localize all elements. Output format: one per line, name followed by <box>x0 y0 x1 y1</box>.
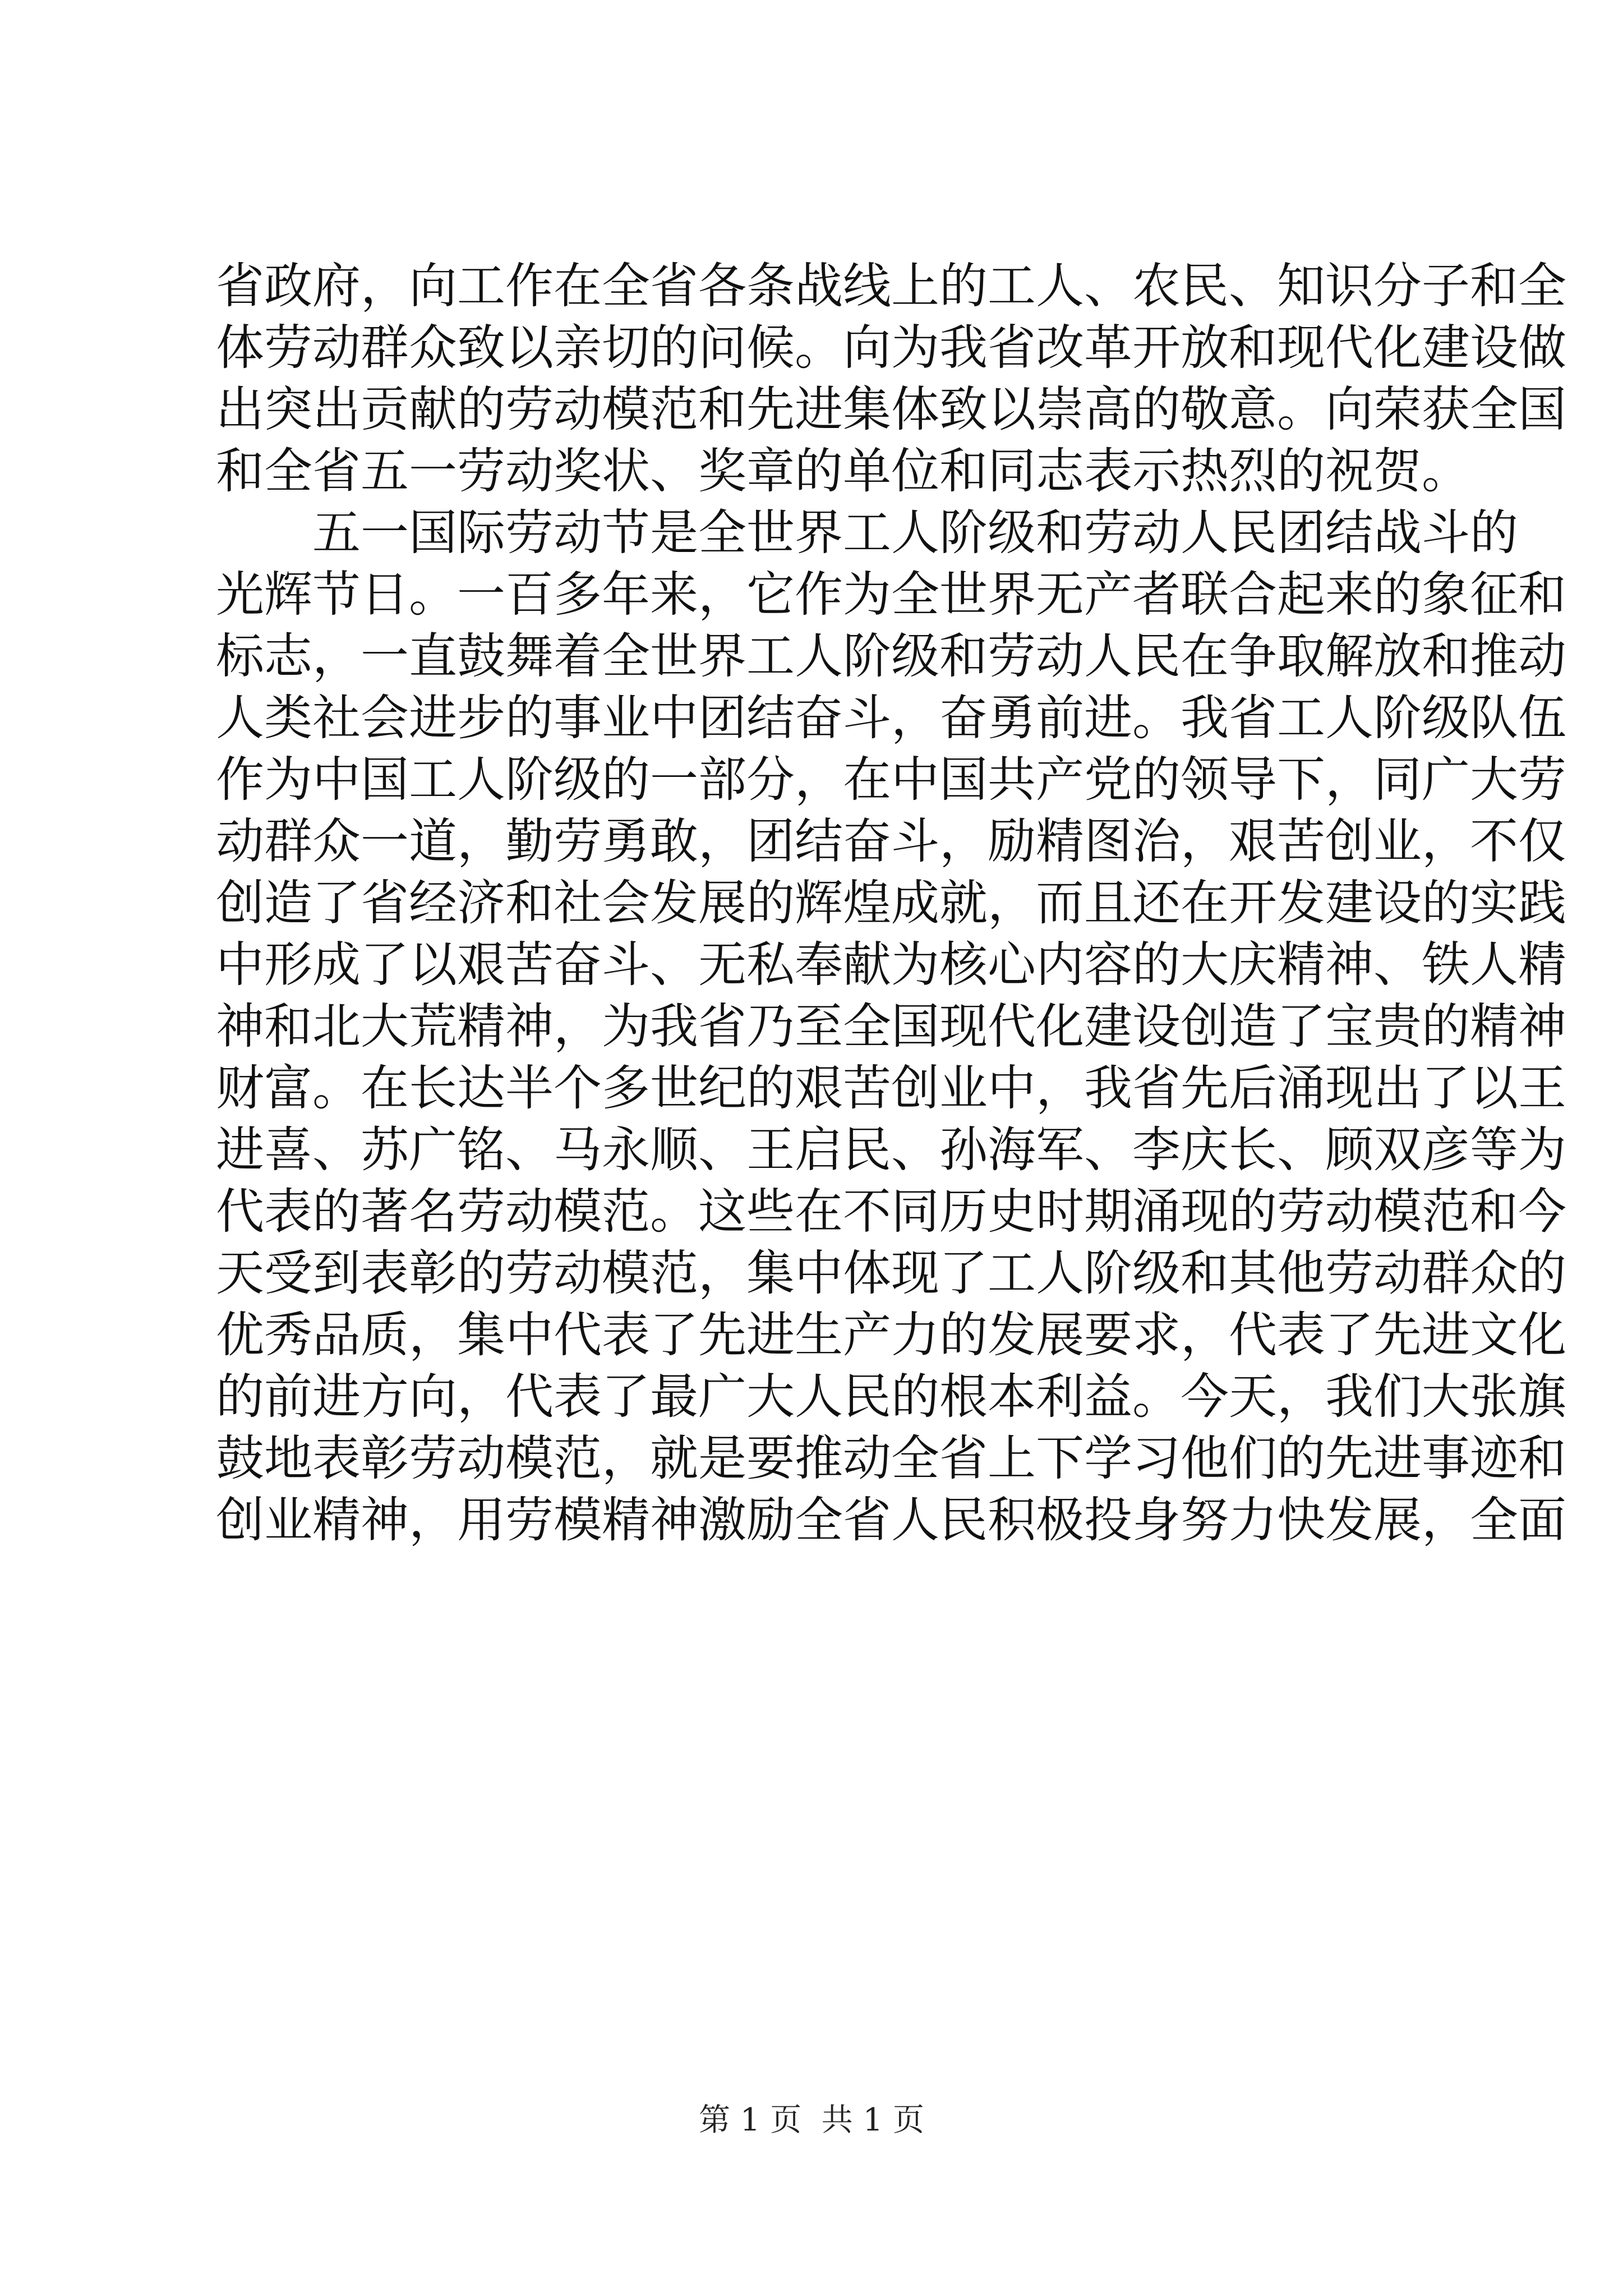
text-line: 天受到表彰的劳动模范，集中体现了工人阶级和其他劳动群众的 <box>216 1245 1566 1301</box>
text-line: 优秀品质，集中代表了先进生产力的发展要求，代表了先进文化 <box>216 1307 1566 1363</box>
text-line: 创造了省经济和社会发展的辉煌成就，而且还在开发建设的实践 <box>216 875 1566 931</box>
paragraph-2 <box>216 502 1566 1551</box>
body-text <box>216 255 1566 1551</box>
text-line: 的前进方向，代表了最广大人民的根本利益。今天，我们大张旗 <box>216 1369 1566 1425</box>
text-line: 鼓地表彰劳动模范，就是要推动全省上下学习他们的先进事迹和 <box>216 1430 1566 1487</box>
text-line: 财富。在长达半个多世纪的艰苦创业中，我省先后涌现出了以王 <box>216 1060 1566 1116</box>
text-line: 省政府，向工作在全省各条战线上的工人、农民、知识分子和全 <box>216 258 1566 314</box>
text-line: 作为中国工人阶级的一部分，在中国共产党的领导下，同广大劳 <box>216 752 1566 808</box>
text-line: 中形成了以艰苦奋斗、无私奉献为核心内容的大庆精神、铁人精 <box>216 937 1566 993</box>
text-line: 出突出贡献的劳动模范和先进集体致以崇高的敬意。向荣获全国 <box>216 381 1566 438</box>
text-line: 人类社会进步的事业中团结奋斗，奋勇前进。我省工人阶级队伍 <box>216 690 1566 746</box>
text-line: 代表的著名劳动模范。这些在不同历史时期涌现的劳动模范和今 <box>216 1184 1566 1240</box>
text-line: 体劳动群众致以亲切的问候。向为我省改革开放和现代化建设做 <box>216 320 1566 376</box>
text-line: 光辉节日。一百多年来，它作为全世界无产者联合起来的象征和 <box>216 567 1566 623</box>
paragraph-1 <box>216 255 1566 502</box>
text-line: 动群众一道，勤劳勇敢，团结奋斗，励精图治，艰苦创业，不仅 <box>216 813 1566 869</box>
text-line: 和全省五一劳动奖状、奖章的单位和同志表示热烈的祝贺。 <box>216 443 1470 499</box>
text-line: 标志，一直鼓舞着全世界工人阶级和劳动人民在争取解放和推动 <box>216 628 1566 684</box>
page-number-footer: 第 1 页 共 1 页 <box>698 2102 925 2138</box>
text-line: 进喜、苏广铭、马永顺、王启民、孙海军、李庆长、顾双彦等为 <box>216 1122 1566 1178</box>
text-line: 五一国际劳动节是全世界工人阶级和劳动人民团结战斗的 <box>312 505 1518 561</box>
text-line: 神和北大荒精神，为我省乃至全国现代化建设创造了宝贵的精神 <box>216 999 1566 1055</box>
text-line: 创业精神，用劳模精神激励全省人民积极投身努力快发展，全面 <box>216 1492 1566 1548</box>
